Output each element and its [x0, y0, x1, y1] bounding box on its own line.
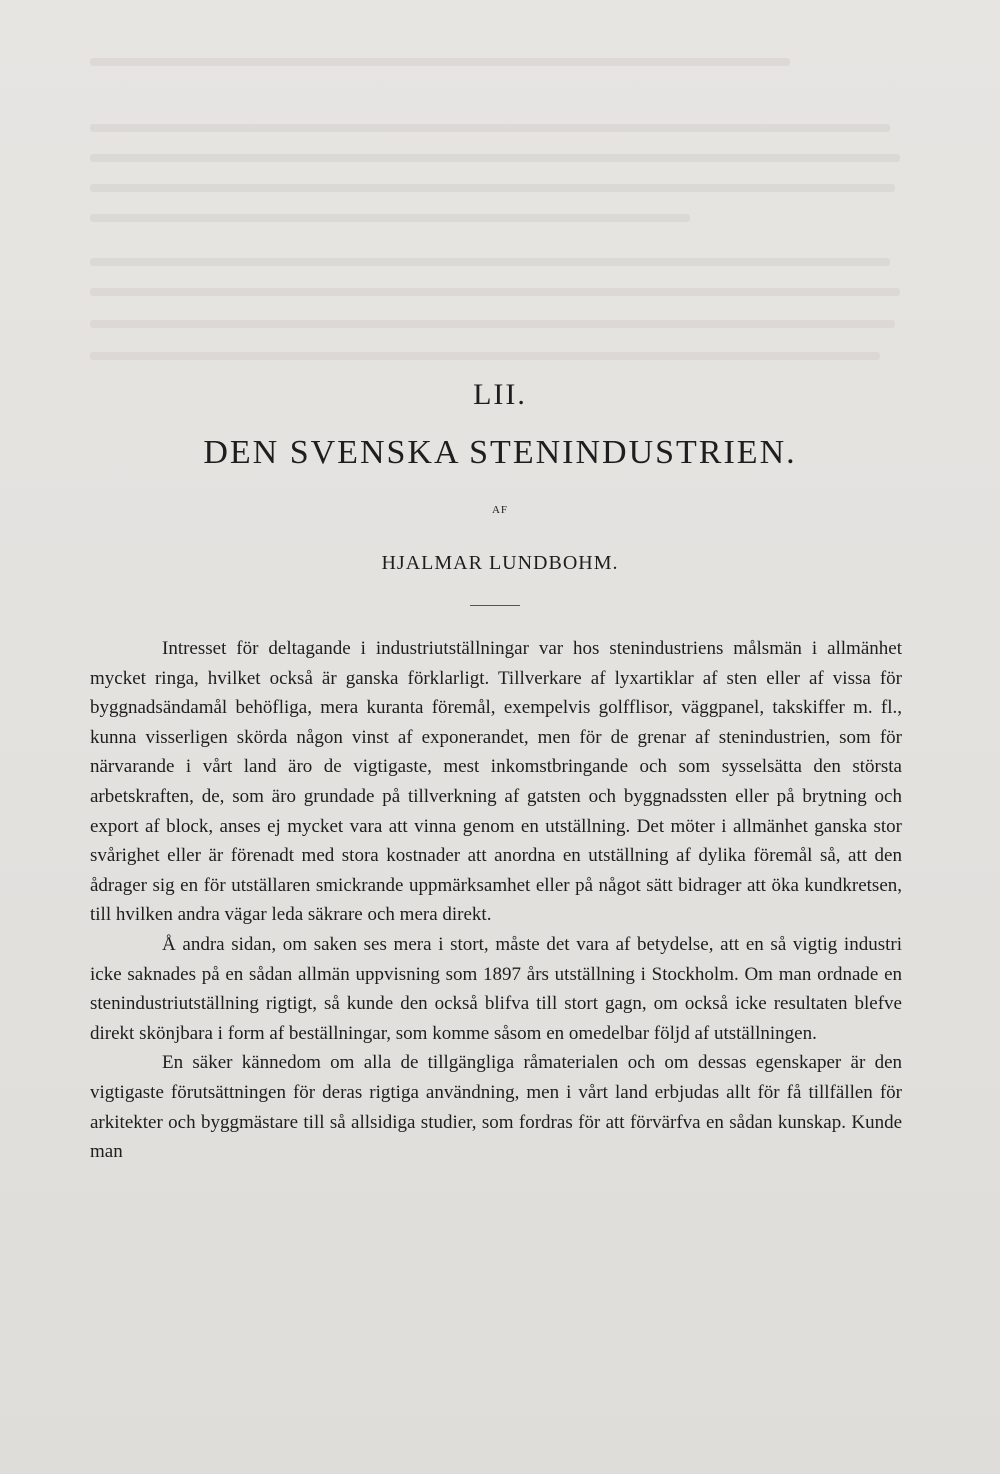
body-text [90, 634, 902, 1167]
byline-prefix: AF [491, 504, 509, 516]
separator-rule [470, 605, 520, 606]
chapter-title: DEN SVENSKA STENINDUSTRIEN. [203, 434, 797, 471]
bleed-through-text [90, 58, 910, 388]
author-name: HJALMAR LUNDBOHM. [381, 552, 619, 574]
paragraph: Intresset för deltagande i industriutställningar var hos stenindustriens målsmän i allmänhet mycket ringa, hvilket också är ganska förklarligt. Tillverkare af lyxartiklar af sten eller af vissa för byggnadsändamål behöfliga, mera kuranta föremål, exempelvis golfflisor, väggpanel, takskiffer m. fl., kunna visserligen skörda någon vinst af exponerandet, men för de grenar af stenindustrien, som för närvarande i vårt land äro de vigtigaste, mest inkomstbringande och som sysselsätta den största arbetskraften, de, som äro grundade på tillverkning af gatsten och byggnadssten eller på brytning och export af block, anses ej mycket vara att vinna genom en utställning. Det möter i allmänhet ganska stor svårighet eller är förenadt med stora kostnader att anordna en utställning af dylika föremål så, att den ådrager sig en för utställaren smickrande uppmärksamhet eller på något sätt bidrager att öka kundkretsen, till hvilken andra vägar leda säkrare och mera direkt. [90, 638, 902, 926]
chapter-number: LII. [473, 378, 527, 411]
paragraph: En säker kännedom om alla de tillgängliga råmaterialen och om dessas egenskaper är den vigtigaste förutsättningen för deras rigtiga användning, men i vårt land erbjudas allt för få tillfällen för arkitekter och byggmästare till så allsidiga studier, som fordras för att förvärfva en sådan kunskap. Kunde man [90, 1052, 902, 1163]
paragraph: Å andra sidan, om saken ses mera i stort, måste det vara af betydelse, att en så vigtig industri icke saknades på en sådan allmän uppvisning som 1897 års utställning i Stockholm. Om man ordnade en stenindustriutställning rigtigt, så kunde den också blifva till stort gagn, om också icke resultaten blefve direkt skönjbara i form af beställningar, som komme såsom en omedelbar följd af utställningen. [90, 933, 902, 1044]
